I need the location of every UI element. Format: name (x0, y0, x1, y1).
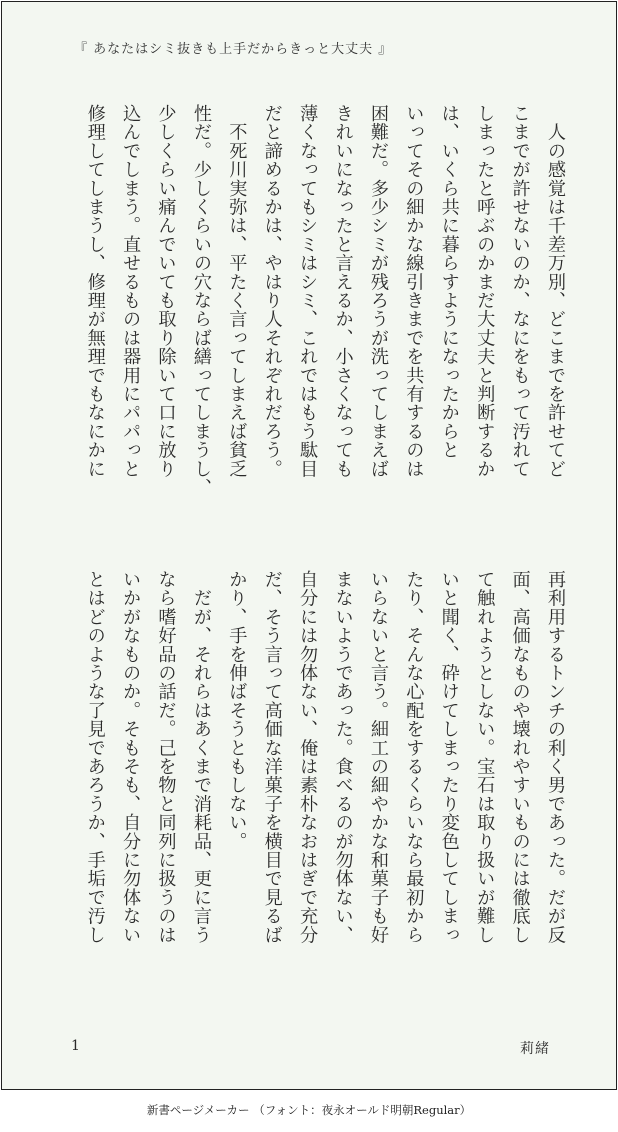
page-title: 『 あなたはシミ抜きも上手だからきっと大丈夫 』 (74, 42, 393, 57)
manuscript-page (1, 1, 617, 1090)
vertical-text-block-bottom: 再利用するトンチの利く男であった。だが反 面、高価なものや壊れやすいものには徹底し て触れようとしない。宝石は取り扱いが難し いと聞く、砕けてしまったり変色してしまっ たり、そんな心配をするくらいなら最初から いらないと言う。細工の細やかな和菓子も好 まないようであった。食べるのが勿体ない、 自分には勿体ない、俺は素朴なおはぎで充分 だ、そう言って高価な洋菓子を横目で見るば かり、手を伸ばそうともしない。 だが、それらはあくまで消耗品、更に言う なら嗜好品の話だ。己を物と同列に扱うのは いかがなものか。そもそも、自分に勿体ない とはどのような了見であろうか、手垢で汚し (84, 570, 566, 944)
vertical-text-block-top: 人の感覚は千差万別、どこまでを許せてど こまでが許せないのか、なにをもって汚れて しまったと呼ぶのかまだ大丈夫と判断するか は、いくら共に暮らすようになったからと いってその細かな線引きまでを共有するのは 困難だ。多少シミが残ろうが洗ってしまえば きれいになったと言えるか、小さくなっても 薄くなってもシミはシミ、これではもう駄目 だと諦めるかは、やはり人それぞれだろう。 不死川実弥は、平たく言ってしまえば貧乏 性だ。少しくらいの穴ならば繕ってしまうし、 少しくらい痛んでいても取り除いて口に放り 込んでしまう。直せるものは器用にパパっと 修理してしまうし、修理が無理でもなにかに (84, 104, 566, 497)
author-name: 莉緒 (520, 1041, 550, 1057)
page-number: 1 (71, 1038, 80, 1054)
generator-credit: 新書ページメーカー （フォント：夜永オールド明朝Regular） (146, 1103, 472, 1117)
